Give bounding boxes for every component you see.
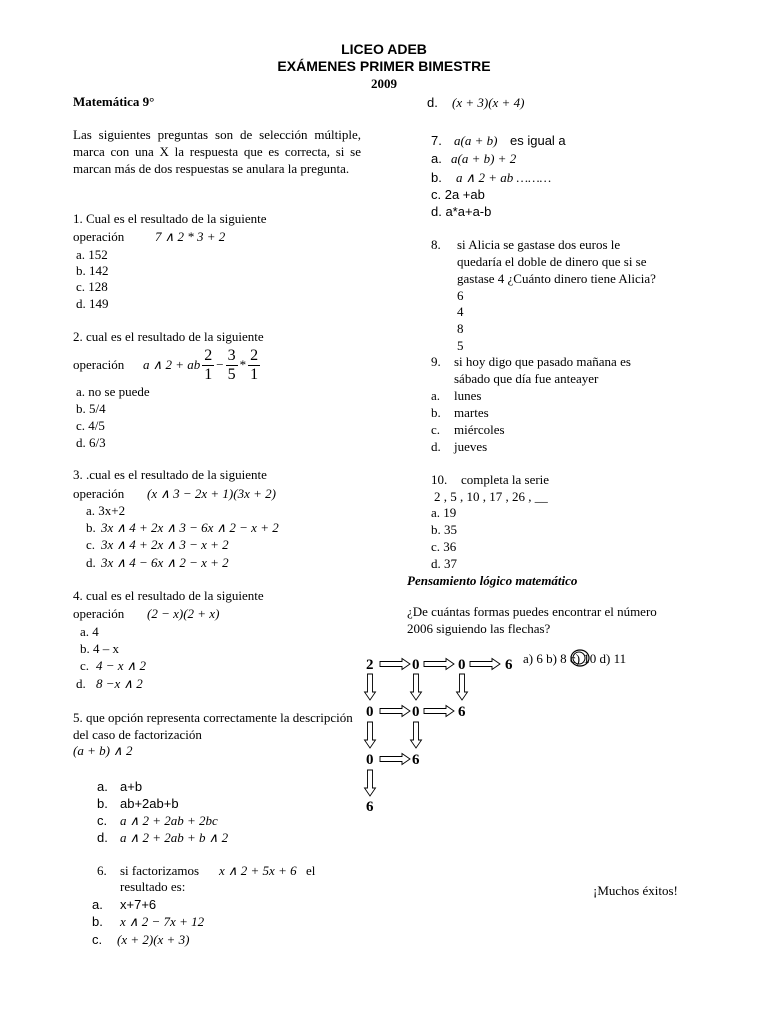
q2-fraction-1: $\frac{2}{1}$ — [204, 346, 213, 383]
q6-text-post: el — [306, 863, 316, 878]
q9-option-c: miércoles — [454, 422, 505, 437]
q6-option-b: x ∧ 2 − 7x + 12 — [120, 914, 205, 929]
q9-option-d: jueves — [454, 439, 488, 454]
q7-option-c: c. 2a +ab — [431, 187, 485, 202]
q3-text: 3. .cual es el resultado de la siguiente — [73, 467, 267, 482]
right-arrow-icon — [380, 706, 410, 717]
q6-option-c: (x + 2)(x + 3) — [117, 932, 190, 947]
q9-line-2: sábado que día fue anteayer — [454, 371, 599, 386]
q7-option-a-label: a. — [431, 151, 442, 166]
q2-fraction-3: $\frac{2}{1}$ — [250, 346, 259, 383]
grid-r2-c0: 0 — [366, 752, 374, 768]
q1-option-a: a. 152 — [76, 247, 108, 262]
exam-title: EXÁMENES PRIMER BIMESTRE — [277, 58, 491, 74]
right-arrow-icon — [424, 659, 454, 670]
grid-r1-c2: 6 — [458, 704, 466, 720]
q1-expression: 7 ∧ 2 * 3 + 2 — [155, 229, 226, 244]
right-arrow-icon — [380, 659, 410, 670]
q8-number: 8. — [431, 237, 441, 252]
logic-answers: a) 6 b) 8 c) 10 d) 11 — [523, 651, 627, 666]
q9-option-b: martes — [454, 405, 489, 420]
down-arrow-icon — [365, 674, 376, 700]
q4-op-label: operación — [73, 606, 125, 621]
arrow-grid-diagram — [360, 650, 520, 820]
q4-option-b: b. 4 – x — [80, 641, 119, 656]
q9-number: 9. — [431, 354, 441, 369]
q10-option-b: b. 35 — [431, 522, 457, 537]
q3-option-b: 3x ∧ 4 + 2x ∧ 3 − 6x ∧ 2 − x + 2 — [101, 520, 279, 535]
q5-option-a-label: a. — [97, 779, 108, 794]
q9-option-a-label: a. — [431, 388, 441, 403]
q10-option-c: c. 36 — [431, 539, 457, 554]
down-arrow-icon — [411, 674, 422, 700]
q10-number: 10. — [431, 472, 448, 487]
q3-expression: (x ∧ 3 − 2x + 1)(3x + 2) — [147, 486, 276, 501]
logic-question-line-1: ¿De cuántas formas puedes encontrar el número — [407, 604, 657, 619]
q8-line-1: si Alicia se gastase dos euros le — [457, 237, 621, 252]
q7-option-b: a ∧ 2 + ab ……… — [456, 170, 552, 185]
q6-text-2: resultado es: — [120, 879, 186, 894]
q8-option-4: 5 — [457, 338, 464, 353]
q4-option-c: 4 − x ∧ 2 — [96, 658, 147, 673]
q7-text: es igual a — [510, 133, 566, 148]
q3-option-d-label: d. — [86, 555, 96, 570]
q1-option-d: d. 149 — [76, 296, 109, 311]
q7-option-a: a(a + b) + 2 — [451, 151, 517, 166]
q5-option-b-label: b. — [97, 796, 108, 811]
q10-option-a: a. 19 — [431, 505, 457, 520]
q3-option-c: 3x ∧ 4 + 2x ∧ 3 − x + 2 — [101, 537, 229, 552]
q5-option-d: a ∧ 2 + 2ab + b ∧ 2 — [120, 830, 229, 845]
down-arrow-icon — [365, 770, 376, 796]
q10-text: completa la serie — [461, 472, 550, 487]
q4-text: 4. cual es el resultado de la siguiente — [73, 588, 264, 603]
logic-question-line-2: 2006 siguiendo las flechas? — [407, 621, 551, 636]
q2-fraction-2: $\frac{3}{5}$ — [227, 346, 236, 383]
q8-option-1: 6 — [457, 288, 464, 303]
q6-option-d: (x + 3)(x + 4) — [452, 95, 525, 110]
q7-option-b-label: b. — [431, 170, 442, 185]
q8-option-2: 4 — [457, 304, 464, 319]
q7-number: 7. — [431, 133, 442, 148]
q6-number: 6. — [97, 863, 107, 878]
q2-times: * — [239, 357, 247, 372]
down-arrow-icon — [411, 722, 422, 748]
q1-option-b: b. 142 — [76, 263, 109, 278]
q4-option-a: a. 4 — [80, 624, 99, 639]
q6-option-c-label: c. — [92, 932, 103, 947]
q4-expression: (2 − x)(2 + x) — [147, 606, 220, 621]
q8-option-3: 8 — [457, 321, 464, 336]
subject-title: Matemática 9° — [73, 94, 155, 109]
q6-option-a: x+7+6 — [120, 897, 157, 912]
q2-option-b: b. 5/4 — [76, 401, 106, 416]
q9-option-d-label: d. — [431, 439, 441, 454]
q9-option-a: lunes — [454, 388, 482, 403]
q5-option-a: a+b — [120, 779, 143, 794]
grid-r0-c2: 0 — [458, 657, 466, 673]
q2-option-d: d. 6/3 — [76, 435, 106, 450]
q2-minus: − — [216, 357, 224, 372]
q3-option-c-label: c. — [86, 537, 96, 552]
q1-text: 1. Cual es el resultado de la siguiente — [73, 211, 267, 226]
q2-text: 2. cual es el resultado de la siguiente — [73, 329, 264, 344]
q3-option-b-label: b. — [86, 520, 96, 535]
q6-option-a-label: a. — [92, 897, 103, 912]
q9-option-c-label: c. — [431, 422, 441, 437]
grid-r0-c3: 6 — [505, 657, 513, 673]
grid-r1-c0: 0 — [366, 704, 374, 720]
right-arrow-icon — [380, 754, 410, 765]
q5-expression: (a + b) ∧ 2 — [73, 743, 133, 758]
right-arrow-icon — [470, 659, 500, 670]
grid-r0-c1: 0 — [412, 657, 420, 673]
q5-option-d-label: d. — [97, 830, 108, 845]
q5-option-c-label: c. — [97, 813, 108, 828]
q2-op-label: operación — [73, 357, 125, 372]
down-arrow-icon — [365, 722, 376, 748]
q10-series: 2 , 5 , 10 , 17 , 26 , __ — [434, 489, 548, 504]
q2-option-a: a. no se puede — [76, 384, 150, 399]
q3-option-a: a. 3x+2 — [86, 503, 126, 518]
q3-option-d: 3x ∧ 4 − 6x ∧ 2 − x + 2 — [101, 555, 229, 570]
q1-option-c: c. 128 — [76, 279, 108, 294]
answer-circle-mark — [568, 646, 592, 670]
right-arrow-icon — [424, 706, 454, 717]
grid-r0-c0: 2 — [366, 657, 374, 673]
q9-line-1: si hoy digo que pasado mañana es — [454, 354, 631, 369]
closing-message: ¡Muchos éxitos! — [593, 883, 678, 898]
q8-line-3: gastase 4 ¿Cuánto dinero tiene Alicia? — [457, 271, 656, 286]
q3-op-label: operación — [73, 486, 125, 501]
down-arrow-icon — [457, 674, 468, 700]
q6-option-d-label: d. — [427, 95, 438, 110]
q5-option-c: a ∧ 2 + 2ab + 2bc — [120, 813, 218, 828]
grid-r1-c1: 0 — [412, 704, 420, 720]
grid-r2-c1: 6 — [412, 752, 420, 768]
grid-r3-c0: 6 — [366, 799, 374, 815]
q4-option-d: 8 −x ∧ 2 — [96, 676, 143, 691]
q4-option-d-label: d. — [76, 676, 86, 691]
q6-text-pre: si factorizamos — [120, 863, 200, 878]
q4-option-c-label: c. — [80, 658, 90, 673]
q7-expression: a(a + b) — [454, 133, 498, 148]
q8-line-2: quedaría el doble de dinero que si se — [457, 254, 647, 269]
q7-option-d: d. a*a+a-b — [431, 204, 492, 219]
q2-expression — [143, 345, 262, 385]
q2-option-c: c. 4/5 — [76, 418, 105, 433]
q6-expression: x ∧ 2 + 5x + 6 — [219, 863, 297, 878]
exam-year: 2009 — [371, 76, 397, 91]
school-name: LICEO ADEB — [341, 41, 427, 57]
q5-text: 5. que opción representa correctamente la descripción del caso de factorización — [73, 710, 353, 742]
q2-expr-a: a ∧ 2 + ab — [143, 357, 201, 372]
instructions: Las siguientes preguntas son de selección múltiple, marca con una X la respuesta que es correcta, si se marcan más de dos respuestas se anulara la pregunta. — [73, 127, 361, 176]
logic-title: Pensamiento lógico matemático — [407, 573, 578, 588]
q5-option-b: ab+2ab+b — [120, 796, 179, 811]
q1-op-label: operación — [73, 229, 125, 244]
q9-option-b-label: b. — [431, 405, 441, 420]
q6-option-b-label: b. — [92, 914, 103, 929]
q10-option-d: d. 37 — [431, 556, 457, 571]
